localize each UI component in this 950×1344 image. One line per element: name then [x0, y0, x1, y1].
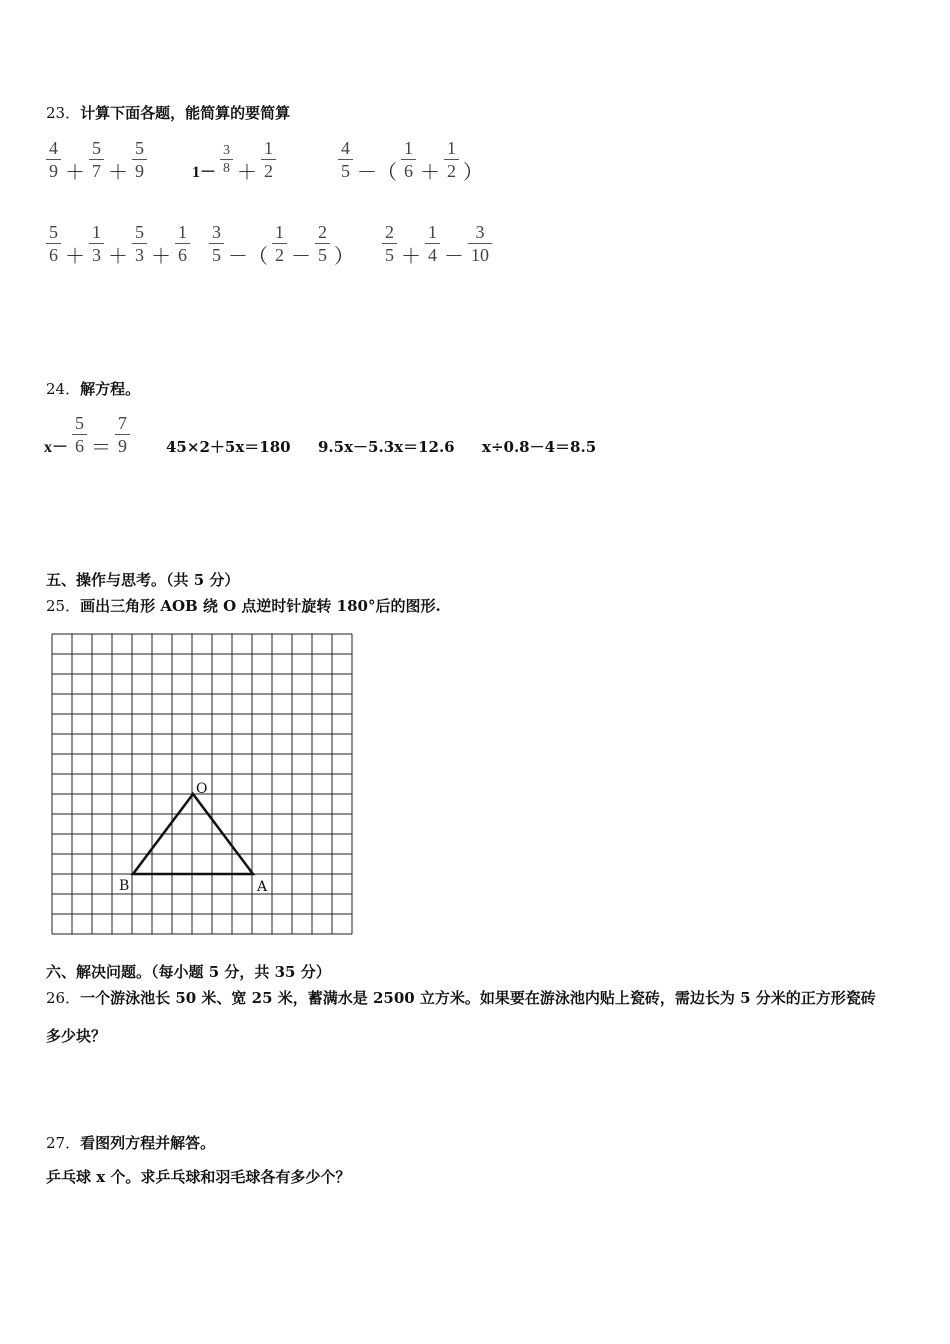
operator: ＋	[420, 161, 440, 184]
fraction: $\frac{2}{5}$	[315, 221, 330, 266]
section-5-title: 五、操作与思考。（共 5 分）	[46, 571, 240, 589]
fraction: $\frac{5}{6}$	[72, 412, 87, 457]
label-o: O	[196, 781, 208, 797]
fraction: $\frac{1}{4}$	[425, 221, 440, 266]
fraction: $\frac{1}{2}$	[261, 137, 276, 182]
operator: ＋	[108, 161, 128, 184]
label-b: B	[119, 878, 130, 894]
fraction: $\frac{2}{5}$	[382, 221, 397, 266]
fraction: $\frac{3}{8}$	[220, 142, 233, 177]
q23-text: 计算下面各题，能简算的要简算	[80, 104, 291, 122]
fraction: $\frac{5}{9}$	[132, 137, 147, 182]
q23-expr-3	[336, 131, 485, 187]
operator: －	[291, 245, 311, 268]
operator: ）	[463, 161, 483, 184]
fraction: $\frac{3}{5}$	[209, 221, 224, 266]
q27-number: 27．	[46, 1134, 81, 1152]
operator: ＋	[65, 245, 85, 268]
q24-equation-1	[44, 406, 132, 462]
q26-line-2: 多少块？	[46, 1027, 107, 1045]
fraction: $\frac{1}{6}$	[175, 221, 190, 266]
fraction: $\frac{5}{7}$	[89, 137, 104, 182]
q23-expr-5	[207, 215, 356, 271]
operator: ＋	[401, 245, 421, 268]
operator: －（	[357, 161, 397, 184]
fraction: $\frac{4}{9}$	[46, 137, 61, 182]
q26-line-1	[46, 987, 876, 1008]
q24-number: 24．	[46, 380, 81, 398]
q23-expr-6	[380, 215, 494, 271]
fraction: $\frac{4}{5}$	[338, 137, 353, 182]
fraction: $\frac{5}{3}$	[132, 221, 147, 266]
q23-number: 23．	[46, 104, 81, 122]
expr-lead: 1－	[192, 163, 217, 181]
fraction: $\frac{1}{2}$	[444, 137, 459, 182]
q23-expr-4	[44, 215, 192, 271]
q24-heading	[46, 378, 140, 399]
fraction: $\frac{3}{10}$	[468, 221, 492, 266]
q27-heading	[46, 1132, 215, 1153]
q25-heading	[46, 595, 441, 616]
q25-text: 画出三角形 AOB 绕 O 点逆时针旋转 180°后的图形.	[80, 597, 441, 615]
operator: ＋	[65, 161, 85, 184]
operator: －	[444, 245, 464, 268]
operator: ＋	[151, 245, 171, 268]
q26-number: 26．	[46, 989, 81, 1007]
fraction: $\frac{7}{9}$	[115, 412, 130, 457]
operator: ＋	[237, 161, 258, 184]
q24-equation-2: 45×2＋5x＝180	[166, 438, 291, 456]
q24-equation-4: x÷0.8－4＝8.5	[482, 438, 597, 456]
q27-subtext: 乒乓球 x 个。求乒乓球和羽毛球各有多少个？	[46, 1168, 351, 1186]
fraction: $\frac{1}{6}$	[401, 137, 416, 182]
q24-equation-3: 9.5x－5.3x＝12.6	[318, 438, 455, 456]
q26-text: 一个游泳池长 50 米、宽 25 米，蓄满水是 2500 立方米。如果要在游泳池内贴上瓷砖，需边长为 5 分米的正方形瓷砖	[80, 989, 876, 1007]
fraction: $\frac{5}{6}$	[46, 221, 61, 266]
q24-text: 解方程。	[80, 380, 141, 398]
operator: ＋	[108, 245, 128, 268]
label-a: A	[257, 879, 268, 895]
operator: －（	[228, 245, 268, 268]
q23-expr-2	[192, 131, 278, 187]
q23-expr-1	[44, 131, 149, 187]
q27-text: 看图列方程并解答。	[80, 1134, 216, 1152]
fraction: $\frac{1}{2}$	[272, 221, 287, 266]
q23-heading	[46, 102, 290, 123]
section-6-title: 六、解决问题。（每小题 5 分，共 35 分）	[46, 963, 331, 981]
expr-lead: x－	[44, 438, 69, 456]
q25-number: 25．	[46, 597, 81, 615]
operator: ＝	[91, 436, 112, 459]
operator: ）	[334, 245, 354, 268]
rotation-grid-figure	[50, 633, 354, 935]
fraction: $\frac{1}{3}$	[89, 221, 104, 266]
